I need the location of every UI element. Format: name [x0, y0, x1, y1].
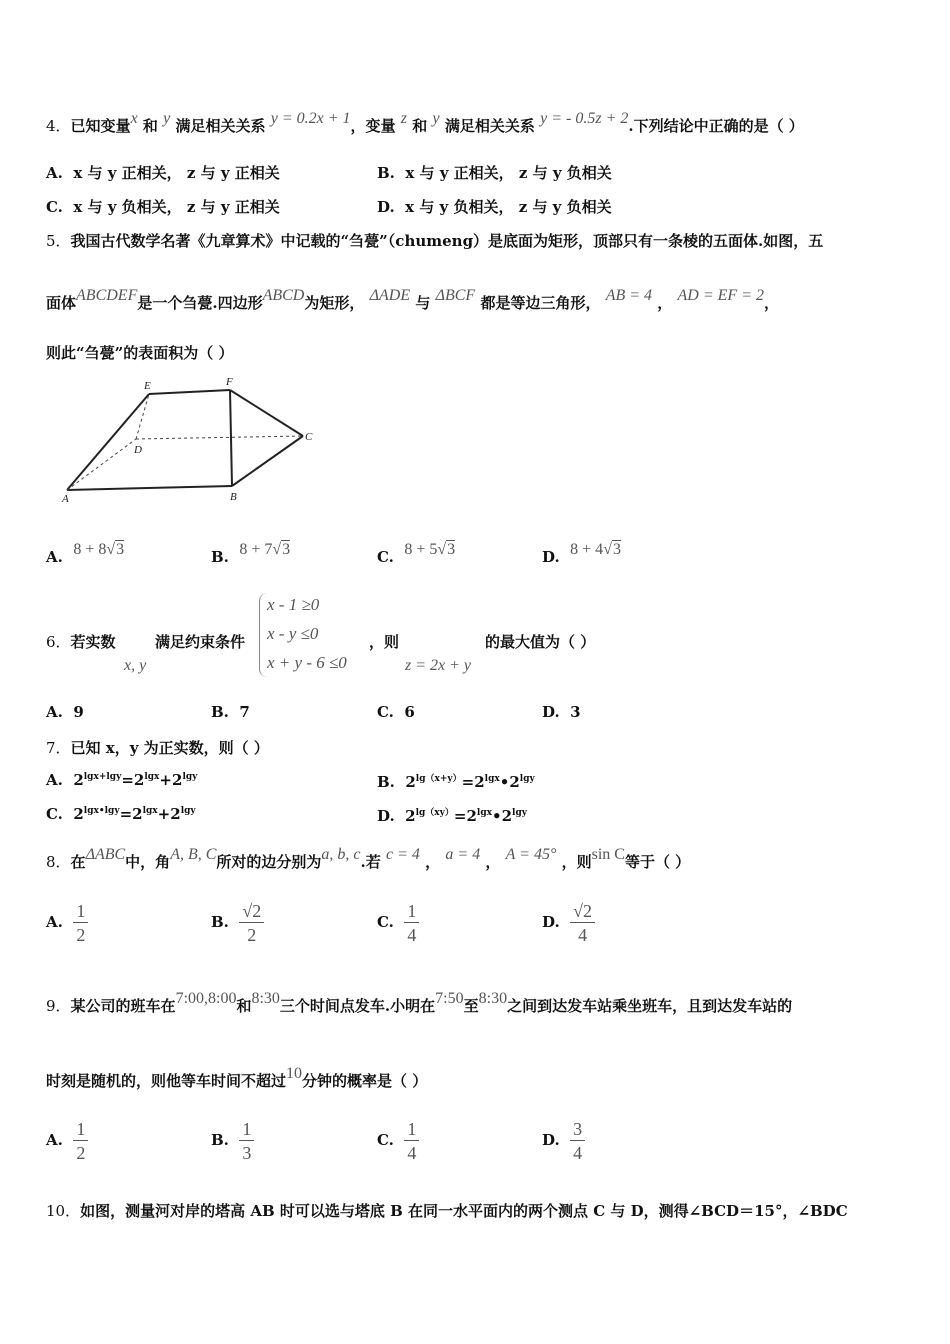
q9-option-c[interactable]: C. $\frac{1}{4}$	[377, 1120, 419, 1162]
constraint-3: x + y - 6 ≤0	[267, 653, 347, 672]
q8-option-a[interactable]: A. $\frac{1}{2}$	[46, 902, 88, 944]
edge-ef	[149, 390, 230, 394]
question-10: 10．如图，测量河对岸的塔高 AB 时可以选与塔底 B 在同一水平面内的两个测点 C 与 D，测得∠BCD＝15°，∠BDC	[46, 1202, 848, 1220]
q7-option-d[interactable]: D. $2^{lg(xy)}=2^{lgx}•2^{lgy}$	[377, 807, 527, 825]
q8-option-c[interactable]: C. $\frac{1}{4}$	[377, 902, 419, 944]
q6-objective: z = 2x + y	[405, 657, 472, 674]
question-5-line-3: 则此“刍甍”的表面积为（ ）	[46, 344, 234, 362]
label-e: E	[144, 380, 151, 392]
q7-option-b[interactable]: B. $2^{lg(x+y)}=2^{lgx}•2^{lgy}$	[377, 773, 535, 791]
q4-option-b[interactable]: B. x 与 y 正相关， z 与 y 负相关	[377, 164, 612, 182]
q5-option-a[interactable]: A. 8 + 8√3	[46, 541, 125, 566]
question-6: 6．若实数	[46, 633, 116, 651]
q6-variables: x, y	[124, 657, 147, 674]
edge-bc	[232, 436, 303, 486]
q9-option-d[interactable]: D. $\frac{3}{4}$	[542, 1120, 585, 1162]
label-b: B	[230, 491, 237, 503]
label-c: C	[305, 431, 313, 443]
question-6-constraint-label: 满足约束条件	[155, 633, 246, 651]
question-4: 4．已知变量x 和 y 满足相关关系 y = 0.2x + 1，变量 z 和 y 满足相关关系 y = - 0.5z + 2.下列结论中正确的是（ ）	[46, 110, 804, 135]
q6-option-a[interactable]: A. 9	[46, 703, 84, 721]
label-d: D	[134, 444, 142, 456]
q5-option-b[interactable]: B. 8 + 7√3	[211, 541, 291, 566]
question-6-then: ，则	[369, 633, 400, 651]
label-a: A	[62, 493, 69, 505]
q5-option-d[interactable]: D. 8 + 4√3	[542, 541, 621, 566]
edge-ab	[67, 486, 232, 490]
edge-ae	[67, 394, 149, 490]
question-5-line-1: 5．我国古代数学名著《九章算术》中记载的“刍甍”（chumeng）是底面为矩形，顶部只有一条棱的五面体.如图，五	[46, 232, 824, 250]
question-7: 7．已知 x，y 为正实数，则（ ）	[46, 739, 269, 757]
q4-option-c[interactable]: C. x 与 y 负相关， z 与 y 正相关	[46, 198, 280, 216]
question-5-line-2: 面体ABCDEF是一个刍甍.四边形ABCD为矩形， ΔADE 与 ΔBCF 都是等边三角形， AB = 4 ， AD = EF = 2，	[46, 287, 779, 312]
q9-option-b[interactable]: B. $\frac{1}{3}$	[211, 1120, 254, 1162]
q8-option-d[interactable]: D. $\frac{√2}{4}$	[542, 902, 595, 944]
hidden-edge-ad	[67, 439, 136, 490]
constraint-1: x - 1 ≥0	[267, 595, 320, 614]
edge-fb	[230, 390, 232, 486]
q6-option-b[interactable]: B. 7	[211, 703, 250, 721]
q8-option-b[interactable]: B. $\frac{√2}{2}$	[211, 902, 264, 944]
q4-option-d[interactable]: D. x 与 y 负相关， z 与 y 负相关	[377, 198, 612, 216]
hidden-edge-dc	[136, 436, 303, 439]
question-8: 8．在ΔABC中，角A, B, C所对的边分别为a, b, c.若 c = 4 ， a = 4 ， A = 45° ，则sin C等于（ ）	[46, 846, 691, 871]
q4-option-a[interactable]: A. x 与 y 正相关， z 与 y 正相关	[46, 164, 280, 182]
q5-option-c[interactable]: C. 8 + 5√3	[377, 541, 456, 566]
chumeng-figure	[58, 372, 328, 510]
q9-option-a[interactable]: A. $\frac{1}{2}$	[46, 1120, 88, 1162]
q7-option-c[interactable]: C. $2^{lgx•lgy}=2^{lgx}+2^{lgy}$	[46, 805, 196, 823]
question-6-tail: 的最大值为（ ）	[485, 633, 596, 651]
edge-fc	[230, 390, 303, 436]
label-f: F	[226, 376, 233, 388]
q7-option-a[interactable]: A. $2^{lgx+lgy}=2^{lgx}+2^{lgy}$	[46, 771, 198, 789]
q6-option-d[interactable]: D. 3	[542, 703, 581, 721]
question-9-line-1: 9．某公司的班车在7:00,8:00和8:30三个时间点发车.小明在7:50至8:30之间到达发车站乘坐班车，且到达发车站的	[46, 990, 793, 1015]
constraint-2: x - y ≤0	[267, 624, 319, 643]
question-9-line-2: 时刻是随机的，则他等车时间不超过10分钟的概率是（ ）	[46, 1065, 428, 1090]
q6-option-c[interactable]: C. 6	[377, 703, 415, 721]
